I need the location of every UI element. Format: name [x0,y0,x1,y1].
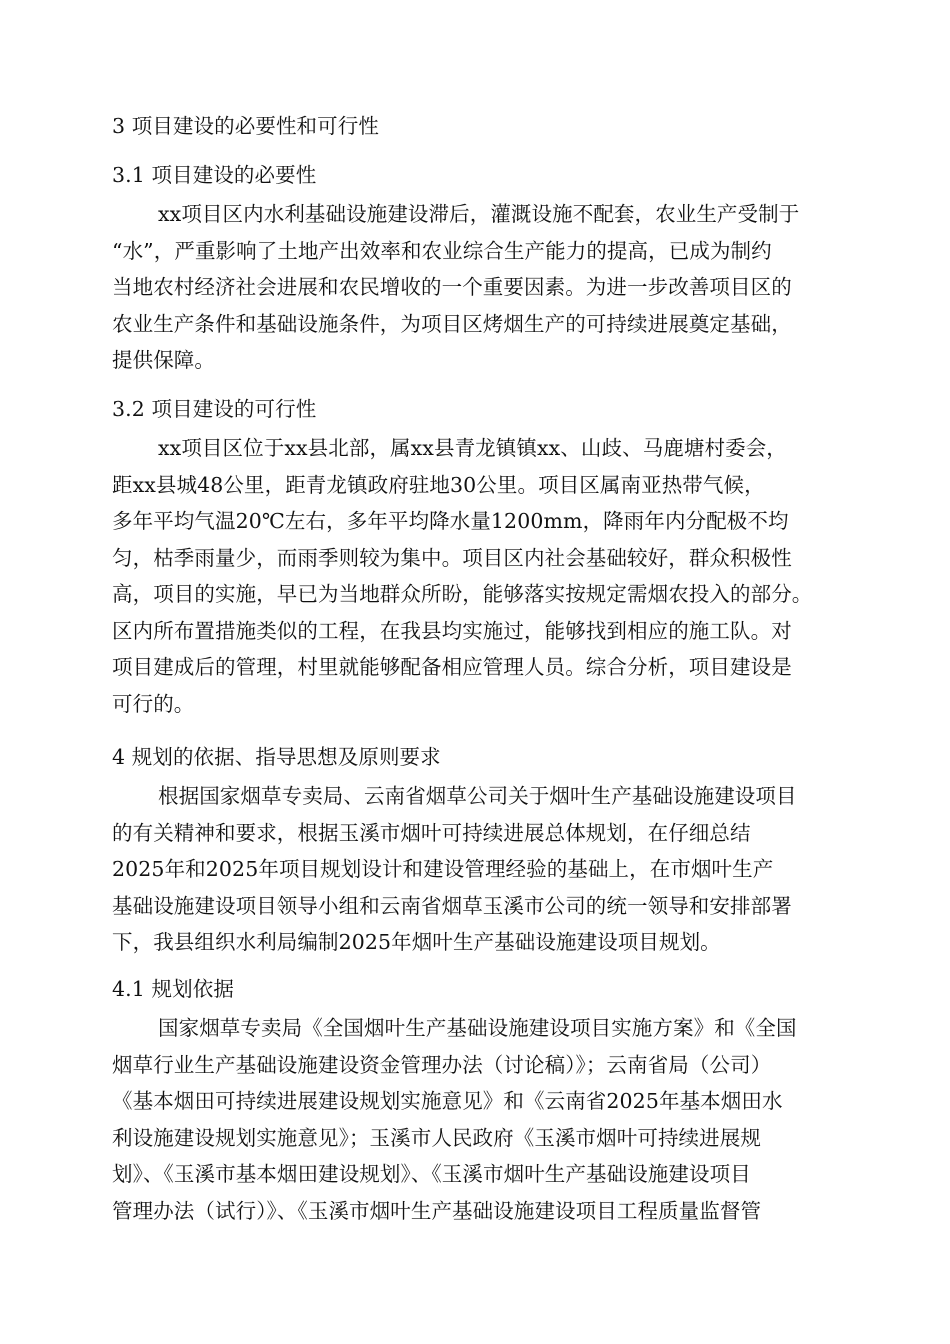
text-line: 当地农村经济社会进展和农民增收的一个重要因素。为进一步改善项目区的 [112,275,792,299]
text-line: 下，我县组织水利局编制2025年烟叶生产基础设施建设项目规划。 [112,930,721,954]
text-line: 烟草行业生产基础设施建设资金管理办法（讨论稿）》；云南省局（公司） [112,1052,772,1077]
heading-section-4: 4 规划的依据、指导思想及原则要求 [112,745,441,769]
heading-section-3: 3 项目建设的必要性和可行性 [112,114,379,138]
paragraph-planning-basis [112,1010,852,1229]
paragraph-necessity [112,196,852,379]
heading-section-4-1: 4.1 规划依据 [112,977,234,1001]
text-line: 划》、《玉溪市基本烟田建设规划》、《玉溪市烟叶生产基础设施建设项目 [112,1162,751,1186]
text-line: 匀，枯季雨量少，而雨季则较为集中。项目区内社会基础较好，群众积极性 [112,545,792,570]
text-line: 项目建成后的管理，村里就能够配备相应管理人员。综合分析，项目建设是 [112,655,792,679]
text-line: 《基本烟田可持续进展建设规划实施意见》和《云南省2025年基本烟田水 [112,1089,783,1113]
paragraph-feasibility [112,430,852,722]
text-line: 高，项目的实施，早已为当地群众所盼，能够落实按规定需烟农投入的部分。 [112,582,813,606]
text-line: 提供保障。 [112,348,215,372]
text-line: 区内所布置措施类似的工程，在我县均实施过，能够找到相应的施工队。对 [112,618,792,643]
text-line: “水”，严重影响了土地产出效率和农业综合生产能力的提高，已成为制约 [112,238,772,263]
text-line: 国家烟草专卖局《全国烟叶生产基础设施建设项目实施方案》和《全国 [158,1016,797,1040]
text-line: xx项目区位于xx县北部，属xx县青龙镇镇xx、山歧、马鹿塘村委会， [158,436,787,460]
heading-section-3-1: 3.1 项目建设的必要性 [112,163,317,187]
heading-section-3-2: 3.2 项目建设的可行性 [112,397,317,421]
text-line: 基础设施建设项目领导小组和云南省烟草玉溪市公司的统一领导和安排部署 [112,893,792,918]
text-line: 距xx县城48公里，距青龙镇政府驻地30公里。项目区属南亚热带气候， [112,472,765,497]
text-line: 2025年和2025年项目规划设计和建设管理经验的基础上，在市烟叶生产 [112,857,774,881]
text-line: xx项目区内水利基础设施建设滞后，灌溉设施不配套，农业生产受制于 [158,202,800,226]
text-line: 的有关精神和要求，根据玉溪市烟叶可持续进展总体规划，在仔细总结 [112,820,751,845]
paragraph-planning-basis-overview [112,778,852,961]
text-line: 可行的。 [112,691,195,716]
text-line: 农业生产条件和基础设施条件，为项目区烤烟生产的可持续进展奠定基础， [112,311,792,336]
text-line: 根据国家烟草专卖局、云南省烟草公司关于烟叶生产基础设施建设项目 [158,784,797,808]
text-line: 管理办法（试行）》、《玉溪市烟叶生产基础设施建设项目工程质量监督管 [112,1198,762,1223]
text-line: 利设施建设规划实施意见》；玉溪市人民政府《玉溪市烟叶可持续进展规 [112,1125,761,1150]
text-line: 多年平均气温20℃左右，多年平均降水量1200mm，降雨年内分配极不均 [112,509,789,533]
